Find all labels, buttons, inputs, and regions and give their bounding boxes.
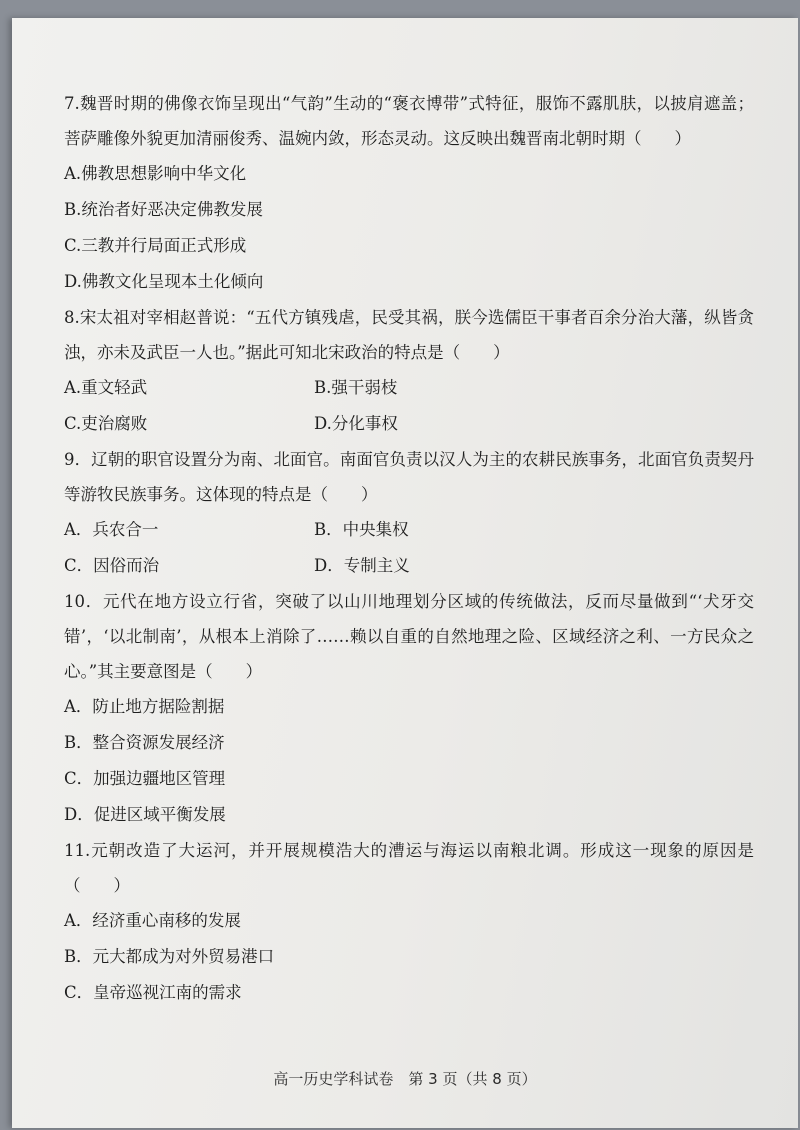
option-row	[64, 370, 754, 406]
option-d: D．专制主义	[314, 556, 410, 575]
option-c: C.三教并行局面正式形成	[64, 236, 247, 255]
option-b: B.强干弱枝	[314, 378, 398, 397]
option-b: B．整合资源发展经济	[64, 733, 225, 752]
question-8	[64, 300, 754, 442]
option-c: C.吏治腐败	[64, 414, 148, 433]
option-d: D.佛教文化呈现本土化倾向	[64, 272, 264, 291]
option-a: A．兵农合一	[64, 520, 159, 539]
option-b: B.统治者好恶决定佛教发展	[64, 200, 263, 219]
page-footer: 高一历史学科试卷 第 3 页（共 8 页）	[273, 1070, 537, 1088]
option-d: D．促进区域平衡发展	[64, 805, 226, 824]
question-9	[64, 442, 754, 584]
question-stem: 7.魏晋时期的佛像衣饰呈现出“气韵”生动的“褒衣博带”式特征，服饰不露肌肤，以披肩遮盖；菩萨雕像外貌更加清丽俊秀、温婉内敛，形态灵动。这反映出魏晋南北朝时期（ ）	[64, 94, 754, 148]
option-a: A.佛教思想影响中华文化	[64, 164, 247, 183]
option-row	[64, 406, 754, 442]
question-stem: 11.元朝改造了大运河，并开展规模浩大的漕运与海运以南粮北调。形成这一现象的原因是（ ）	[64, 841, 754, 895]
option-c: C．因俗而治	[64, 556, 160, 575]
option-c: C．加强边疆地区管理	[64, 769, 226, 788]
option-b: B．元大都成为对外贸易港口	[64, 947, 275, 966]
question-10	[64, 584, 754, 833]
option-b: B．中央集权	[314, 520, 409, 539]
option-row	[64, 548, 754, 584]
option-d: D.分化事权	[314, 414, 398, 433]
question-11	[64, 833, 754, 1011]
question-list	[64, 86, 754, 1011]
option-a: A．经济重心南移的发展	[64, 911, 241, 930]
option-c: C．皇帝巡视江南的需求	[64, 983, 242, 1002]
question-stem: 9．辽朝的职官设置分为南、北面官。南面官负责以汉人为主的农耕民族事务，北面官负责契丹等游牧民族事务。这体现的特点是（ ）	[64, 450, 754, 504]
question-stem: 8.宋太祖对宰相赵普说：“五代方镇残虐，民受其祸，朕今选儒臣干事者百余分治大藩，纵皆贪浊，亦未及武臣一人也。”据此可知北宋政治的特点是（ ）	[64, 308, 754, 362]
question-7	[64, 86, 754, 300]
question-stem: 10．元代在地方设立行省，突破了以山川地理划分区域的传统做法，反而尽量做到“‘犬牙交错’，‘以北制南’，从根本上消除了……赖以自重的自然地理之险、区域经济之利、一方民众之心。”其主要意图是（ ）	[64, 592, 754, 681]
option-row	[64, 512, 754, 548]
option-a: A.重文轻武	[64, 378, 148, 397]
exam-page	[12, 18, 798, 1128]
option-a: A．防止地方据险割据	[64, 697, 225, 716]
